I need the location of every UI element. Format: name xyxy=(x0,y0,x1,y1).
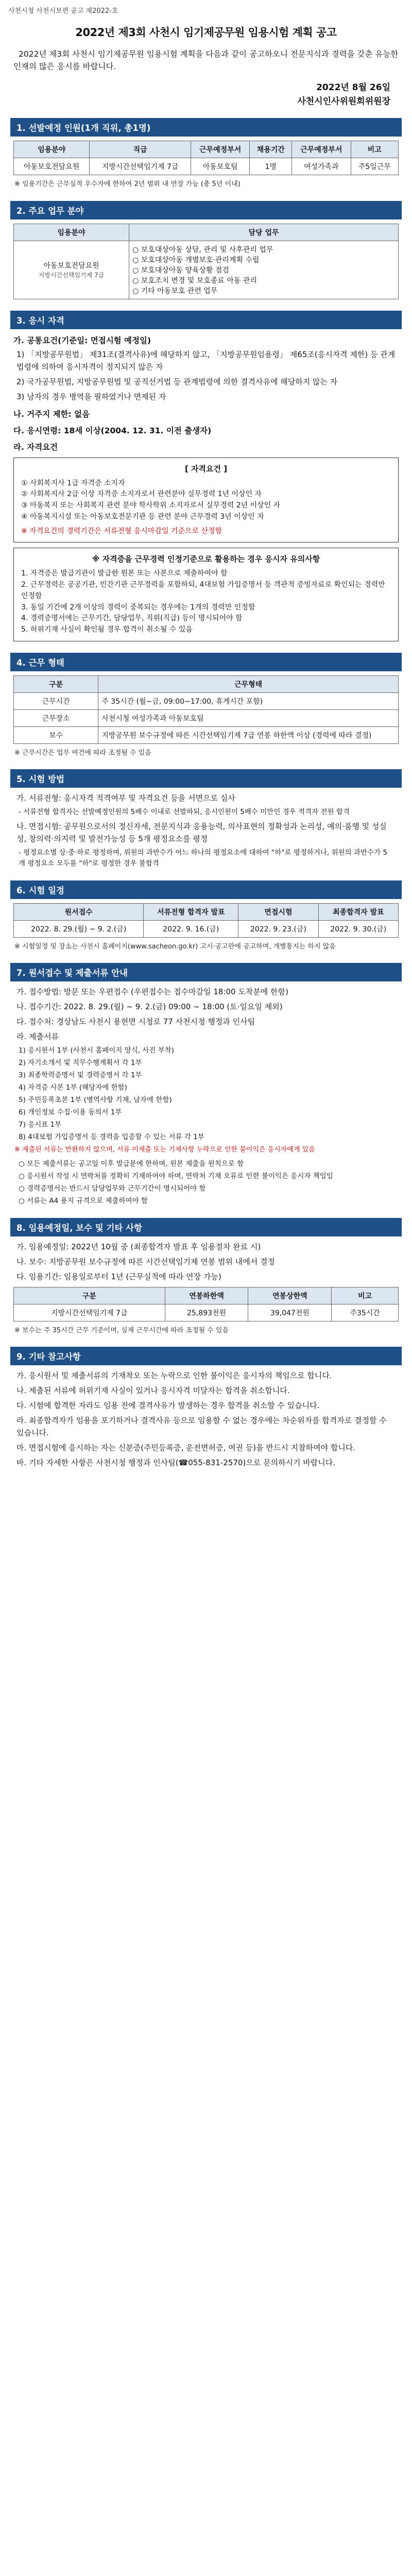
table-cell: 2022. 9. 16.(금) xyxy=(144,920,238,937)
qual-age-label: 다. 응시연령: 18세 이상(2004. 12. 31. 이전 출생자) xyxy=(13,426,212,435)
table-cell: 여성가족과 xyxy=(292,158,351,175)
table-header: 연봉상한액 xyxy=(248,1287,332,1304)
table-header: 근무예정부서 xyxy=(292,141,351,158)
list-item: 3) 최종학력증명서 및 경력증명서 각 1부 xyxy=(19,1071,142,1080)
table-header: 담당 업무 xyxy=(129,224,399,241)
work-table xyxy=(13,675,399,744)
box-title: ※ 자격증을 근무경력 인정기준으로 활용하는 경우 응시자 유의사항 xyxy=(92,554,320,564)
table-row xyxy=(14,726,399,743)
list-item: 라. 최종합격자가 임용을 포기하거나 결격사유 등으로 임용할 수 없는 경우에는 차순위자를 합격자로 결정할 수 있습니다. xyxy=(16,1416,387,1438)
issuer-name: 사천시인사위원회위원장 xyxy=(297,96,390,107)
list-item: 나. 보수: 지방공무원 보수규정에 따른 시간선택임기제 연봉 범위 내에서 결정 xyxy=(16,1257,275,1266)
table-cell: 2022. 8. 29.(월) ~ 9. 2.(금) xyxy=(14,920,144,937)
list-item: 가. 임용예정일: 2022년 10월 중 (최종합격자 발표 후 임용절차 완료 시) xyxy=(16,1242,261,1251)
table-header: 면접시험 xyxy=(238,903,318,920)
announcement-page xyxy=(6,0,406,1469)
table-cell: 보수 xyxy=(14,726,98,743)
table-row xyxy=(14,920,399,937)
list-item: 7) 응시표 1부 xyxy=(19,1120,62,1129)
table-cell: 39,047천원 xyxy=(248,1304,332,1321)
table-header: 연봉하한액 xyxy=(165,1287,248,1304)
duty-field: 아동보호전담요원 xyxy=(43,262,99,270)
work-note: ※ 근무시간은 업무 여건에 따라 조정될 수 있음 xyxy=(14,749,151,757)
list-item: 6) 개인정보 수집·이용 동의서 1부 xyxy=(19,1108,122,1116)
list-item: 2. 근무경력은 공공기관, 민간기관 근무경력을 포함하되, 4대보험 가입증명서 등 객관적 증빙자료로 확인되는 경력만 인정함 xyxy=(21,581,385,600)
application-warning: ※ 제출된 서류는 반환하지 않으며, 서류 미제출 또는 기재사항 누락으로 인한 불이익은 응시자에게 있음 xyxy=(14,1145,315,1154)
table-row xyxy=(14,709,399,726)
table-cell: 지방시간선택임기제 7급 xyxy=(14,1304,165,1321)
list-item: ○ 응시원서 작성 시 연락처를 정확히 기재하여야 하며, 연락처 기재 오류로 인한 불이익은 응시자 책임임 xyxy=(19,1172,333,1181)
page-title: 2022년 제3회 사천시 임기제공무원 임용시험 계획 공고 xyxy=(75,26,337,39)
table-cell: 근무장소 xyxy=(14,709,98,726)
section-heading-schedule: 6. 시험 일정 xyxy=(10,880,402,899)
list-item: 5) 주민등록초본 1부 (병역사항 기재, 남자에 한함) xyxy=(19,1096,172,1105)
table-header: 채용기간 xyxy=(250,141,292,158)
table-cell: 1명 xyxy=(250,158,292,175)
list-item: 5. 허위기재 사실이 확인될 경우 합격이 취소될 수 있음 xyxy=(21,625,193,634)
qual-residence-label: 나. 거주지 제한: 없음 xyxy=(13,409,90,419)
list-item: ○ 보호조치 변경 및 보호종료 아동 관리 xyxy=(132,276,257,285)
list-item: 다. 임용기간: 임용일로부터 1년 (근무실적에 따라 연장 가능) xyxy=(16,1272,221,1281)
table-header: 구분 xyxy=(14,675,98,692)
list-item: 마. 면접시험에 응시하는 자는 신분증(주민등록증, 운전면허증, 여권 등)을 반드시 지참하여야 합니다. xyxy=(16,1443,356,1453)
list-item: 나. 제출된 서류에 허위기재 사실이 있거나 응시자격 미달자는 합격을 취소합니다. xyxy=(16,1386,290,1396)
list-item: 8) 4대보험 가입증명서 등 경력을 입증할 수 있는 서류 각 1부 xyxy=(19,1132,204,1141)
list-item: 바. 기타 자세한 사항은 사천시청 행정과 인사팀(☎055-831-2570)으로 문의하시기 바랍니다. xyxy=(16,1458,336,1468)
list-item: 3) 남자의 경우 병역을 필하였거나 면제된 자 xyxy=(16,392,166,401)
list-item: - 평정요소별 상·중·하로 평정하며, 위원의 과반수가 어느 하나의 평정요소에 대하여 "하"로 평정하거나, 위원의 과반수가 5개 평정요소 모두를 "하"로 평정한 경우 불합격 xyxy=(19,849,388,868)
table-row xyxy=(14,241,399,299)
table-header: 원서접수 xyxy=(14,903,144,920)
table-cell xyxy=(14,241,129,299)
list-item: 다. 시험에 합격한 자라도 임용 전에 결격사유가 발생하는 경우 합격을 취소할 수 있습니다. xyxy=(16,1401,320,1411)
qualification-notice-box xyxy=(13,548,399,641)
table-cell: 주35시간 xyxy=(332,1304,399,1321)
section-heading-work: 4. 근무 형태 xyxy=(10,653,402,671)
table-cell: 지방공무원 보수규정에 따른 시간선택임기제 7급 연봉 하한액 이상 (경력에 따라 결정) xyxy=(98,726,399,743)
box-title: [ 자격요건 ] xyxy=(184,464,228,473)
table-cell: 주 35시간 (월~금, 09:00~17:00, 휴게시간 포함) xyxy=(98,692,399,709)
list-item: ○ 보호대상아동 양육상황 점검 xyxy=(132,266,229,275)
section-heading-duties: 2. 주요 업무 분야 xyxy=(10,201,402,219)
table-header: 서류전형 합격자 발표 xyxy=(144,903,238,920)
table-row xyxy=(14,692,399,709)
box-note: ※ 자격요건의 경력기간은 서류전형 응시마감일 기준으로 산정함 xyxy=(21,527,222,535)
table-row xyxy=(14,158,399,175)
table-cell: 지방시간선택임기제 7급 xyxy=(90,158,191,175)
list-item: 다. 접수처: 경상남도 사천시 용현면 시청로 77 사천시청 행정과 인사팀 xyxy=(16,1017,255,1027)
section-heading-application: 7. 원서접수 및 제출서류 안내 xyxy=(10,963,402,981)
list-item: 가. 응시원서 및 제출서류의 기재착오 또는 누락으로 인한 불이익은 응시자의 책임으로 합니다. xyxy=(16,1371,332,1381)
section-heading-recruitment: 1. 선발예정 인원(1개 직위, 총1명) xyxy=(10,118,402,137)
table-cell: 아동보호팀 xyxy=(191,158,250,175)
list-item: ③ 아동복지 또는 사회복지 관련 분야 학사학위 소지자로서 실무경력 2년 이상인 자 xyxy=(21,501,281,510)
table-cell: 2022. 9. 23.(금) xyxy=(238,920,318,937)
salary-note: ※ 보수는 주 35시간 근무 기준이며, 실제 근무시간에 따라 조정될 수 있음 xyxy=(14,1326,229,1334)
schedule-note: ※ 시험일정 및 장소는 사천시 홈페이지(www.sacheon.go.kr) 고시·공고란에 공고하며, 개별통지는 하지 않음 xyxy=(14,942,336,951)
duties-table xyxy=(13,224,399,299)
section-heading-exam: 5. 시험 방법 xyxy=(10,769,402,788)
list-item: 가. 접수방법: 방문 또는 우편접수 (우편접수는 접수마감일 18:00 도착분에 한함) xyxy=(16,987,288,997)
list-item: 1. 자격증은 발급기관이 발급한 원본 또는 사본으로 제출하여야 함 xyxy=(21,569,228,578)
announcement-date: 2022년 8월 26일 xyxy=(316,82,390,93)
list-item: ○ 보호대상아동 개별보호·관리계획 수립 xyxy=(132,256,260,264)
table-cell: 아동보호전담요원 xyxy=(14,158,90,175)
table-header: 구분 xyxy=(14,1287,165,1304)
list-item: ○ 서류는 A4 용지 규격으로 제출하여야 함 xyxy=(19,1197,148,1205)
list-item: 1) 「지방공무원법」 제31조(결격사유)에 해당하지 않고, 「지방공무원임용령」 제65조(응시자격 제한) 등 관계법령에 의하여 응시자격이 정지되지 않은 자 xyxy=(16,349,396,371)
duty-grade: 지방시간선택임기제 7급 xyxy=(38,272,105,279)
table-cell: 근무시간 xyxy=(14,692,98,709)
recruitment-table xyxy=(13,141,399,175)
schedule-table xyxy=(13,903,399,938)
list-item: 라. 제출서류 xyxy=(16,1032,59,1042)
list-item: 나. 면접시험: 공무원으로서의 정신자세, 전문지식과 응용능력, 의사표현의 정확성과 논리성, 예의·품행 및 성실성, 창의력·의지력 및 발전가능성 등 5개 평정요소를 평정 xyxy=(16,822,387,844)
recruitment-note: ※ 임용기간은 근무실적 우수자에 한하여 2년 범위 내 연장 가능 (총 5년 이내) xyxy=(14,180,241,189)
list-item: ④ 아동복지시설 또는 아동보호전문기관 등 관련 분야 근무경력 3년 이상인 자 xyxy=(21,512,264,521)
table-header: 근무형태 xyxy=(98,675,399,692)
table-header: 근무예정부서 xyxy=(191,141,250,158)
table-cell: 2022. 9. 30.(금) xyxy=(318,920,398,937)
section-heading-appointment: 8. 임용예정일, 보수 및 기타 사항 xyxy=(10,1218,402,1236)
table-cell: 사천시청 여성가족과 아동보호팀 xyxy=(98,709,399,726)
table-row xyxy=(14,1304,399,1321)
list-item: ② 사회복지사 2급 이상 자격증 소지자로서 관련분야 실무경력 1년 이상인 자 xyxy=(21,490,262,499)
list-item: 4. 경력증명서에는 근무기간, 담당업무, 직위(직급) 등이 명시되어야 함 xyxy=(21,614,243,623)
table-cell xyxy=(129,241,399,299)
list-item: 2) 국가공무원법, 지방공무원법 및 공직선거법 등 관계법령에 의한 결격사유에 해당하지 않는 자 xyxy=(16,377,338,386)
qual-requirement-label: 라. 자격요건 xyxy=(13,442,58,452)
list-item: 가. 서류전형: 응시자격 적격여부 및 자격요건 등을 서면으로 심사 xyxy=(16,793,235,803)
table-cell: 주5일근무 xyxy=(351,158,398,175)
salary-table xyxy=(13,1287,399,1321)
table-header: 임용분야 xyxy=(14,224,129,241)
table-header: 비고 xyxy=(332,1287,399,1304)
intro-paragraph: 2022년 제3회 사천시 임기제공무원 임용시험 계획을 다음과 같이 공고하오니 전문지식과 경력을 갖춘 유능한 인재의 많은 응시를 바랍니다. xyxy=(13,49,399,72)
table-header: 최종합격자 발표 xyxy=(318,903,398,920)
table-header: 직급 xyxy=(90,141,191,158)
table-header: 비고 xyxy=(351,141,398,158)
list-item: 2) 자기소개서 및 직무수행계획서 각 1부 xyxy=(19,1059,142,1067)
list-item: ① 사회복지사 1급 자격증 소지자 xyxy=(21,479,125,487)
list-item: ○ 경력증명서는 반드시 담당업무와 근무기간이 명시되어야 함 xyxy=(19,1184,206,1193)
section-heading-qualification: 3. 응시 자격 xyxy=(10,311,402,329)
table-header: 임용분야 xyxy=(14,141,90,158)
list-item: 3. 동일 기간에 2개 이상의 경력이 중복되는 경우에는 1개의 경력만 인정함 xyxy=(21,603,255,612)
list-item: ○ 모든 제출서류는 공고일 이후 발급분에 한하며, 원본 제출을 원칙으로 함 xyxy=(19,1160,244,1168)
qual-common-label: 가. 공통요건(기준일: 면접시험 예정일) xyxy=(13,335,151,345)
list-item: 1) 응시원서 1부 (사천시 홈페이지 양식, 사진 부착) xyxy=(19,1046,175,1055)
list-item: ○ 기타 아동보호 관련 업무 xyxy=(132,286,218,295)
list-item: 4) 자격증 사본 1부 (해당자에 한함) xyxy=(19,1083,127,1092)
section-heading-etc: 9. 기타 참고사항 xyxy=(10,1347,402,1365)
document-number: 사천시청 사천시보편 공고 제2022-호 xyxy=(8,7,118,15)
list-item: - 서류전형 합격자는 선발예정인원의 5배수 이내로 선발하되, 응시인원이 5배수 미만인 경우 적격자 전원 합격 xyxy=(19,808,350,817)
list-item: 나. 접수기간: 2022. 8. 29.(월) ~ 9. 2.(금) 09:00 ~ 18:00 (토·일요일 제외) xyxy=(16,1002,283,1012)
table-cell: 25,893천원 xyxy=(165,1304,248,1321)
qualification-box xyxy=(13,457,399,543)
list-item: ○ 보호대상아동 상담, 관리 및 사후관리 업무 xyxy=(132,245,273,254)
